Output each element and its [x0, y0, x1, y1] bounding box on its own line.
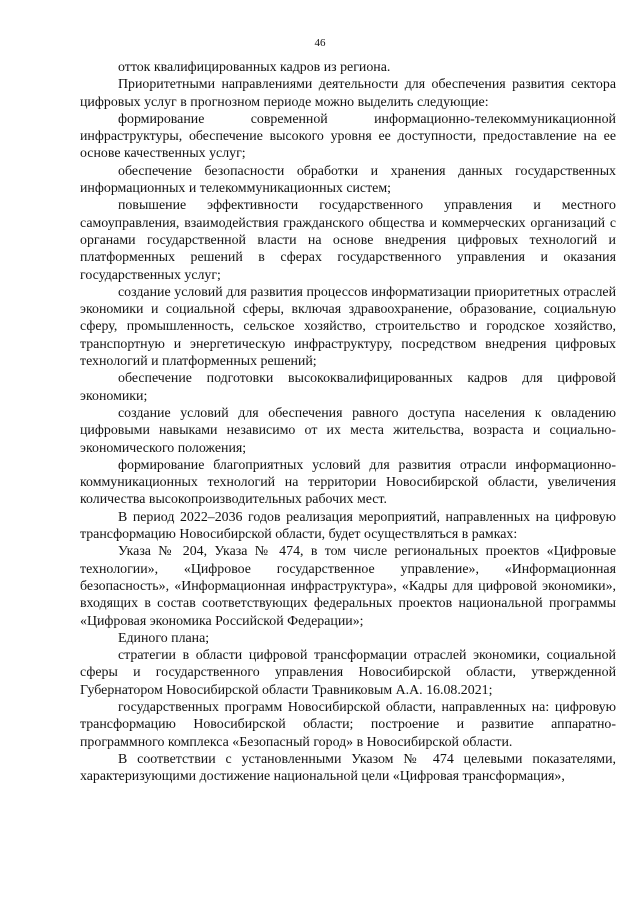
paragraph: формирование благоприятных условий для развития отрасли информационно-коммуникационных технологий на территории Новосибирской области, увеличения количества высокопроизводительных рабочих мест. — [80, 457, 616, 508]
paragraph: создание условий для развития процессов информатизации приоритетных отраслей экономики и социальной сферы, включая здравоохранение, образование, социальную сферу, промышленность, сельское хозяйство, строительство и городское хозяйство, транспортную и энергетическую инфраструктуру, посредством внедрения цифровых технологий и платформенных решений; — [80, 284, 616, 370]
paragraph: Единого плана; — [118, 630, 210, 646]
page-number: 46 — [314, 37, 326, 49]
document-body — [80, 59, 616, 785]
paragraph: Указа № 204, Указа № 474, в том числе региональных проектов «Цифровые технологии», «Цифровое государственное управление», «Информационная безопасность», «Информационная инфраструктура», «Кадры для цифровой экономики», входящих в состав соответствующих федеральных проектов национальной программы «Цифровая экономика Российской Федерации»; — [80, 544, 616, 629]
paragraph: обеспечение безопасности обработки и хранения данных государственных информационных и телекоммуникационных систем; — [80, 163, 616, 197]
paragraph: государственных программ Новосибирской области, направленных на: цифровую трансформацию Новосибирской области; построение и развитие аппаратно-программного комплекса «Безопасный город» в Новосибирской области. — [80, 699, 616, 750]
paragraph: В соответствии с установленными Указом № 474 целевыми показателями, характеризующими достижение национальной цели «Цифровая трансформация», — [80, 751, 616, 785]
paragraph: Приоритетными направлениями деятельности для обеспечения развития сектора цифровых услуг в прогнозном периоде можно выделить следующие: — [80, 77, 616, 110]
paragraph: стратегии в области цифровой трансформации отраслей экономики, социальной сферы и государственного управления Новосибирской области, утвержденной Губернатором Новосибирской области Травниковым А.А. 16.08.2021; — [80, 648, 616, 698]
paragraph: В период 2022–2036 годов реализация мероприятий, направленных на цифровую трансформацию Новосибирской области, будет осуществляться в рамках: — [80, 509, 616, 543]
paragraph: повышение эффективности государственного управления и местного самоуправления, взаимодействия гражданского общества и коммерческих организаций с органами государственной власти на основе внедрения цифровых технологий и платформенных решений в сферах государственного управления и оказания государственных услуг; — [80, 198, 616, 283]
paragraph: отток квалифицированных кадров из региона. — [118, 60, 391, 75]
paragraph: формирование современной информационно-телекоммуникационной инфраструктуры, обеспечение высокого уровня ее доступности, предоставление на ее основе качественных услуг; — [80, 111, 616, 162]
paragraph: создание условий для обеспечения равного доступа населения к овладению цифровыми навыками независимо от их места жительства, возраста и социально-экономического положения; — [80, 405, 616, 456]
paragraph: обеспечение подготовки высококвалифицированных кадров для цифровой экономики; — [80, 371, 616, 404]
